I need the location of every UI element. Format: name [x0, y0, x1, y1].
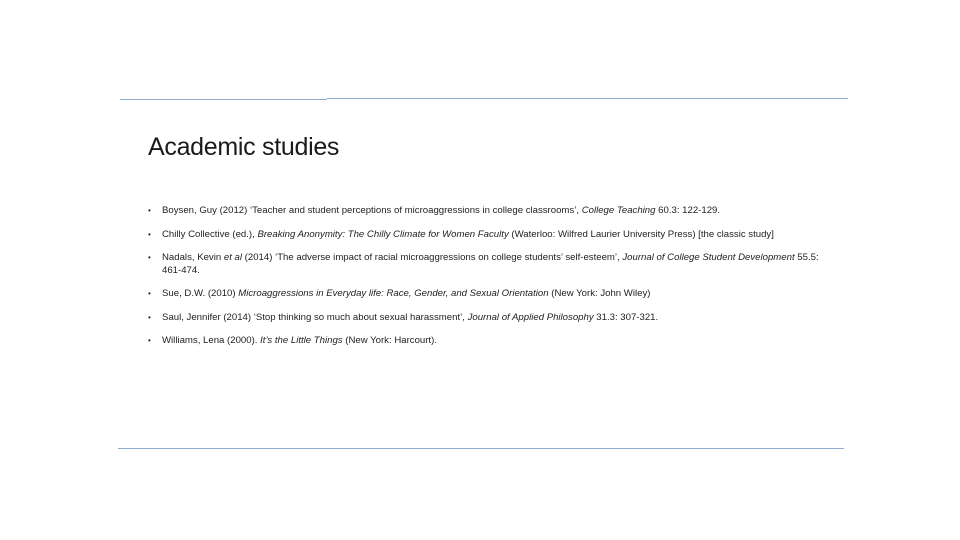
reference-title: It’s the Little Things — [260, 335, 343, 346]
reference-text: 55.5: 461-474. — [162, 252, 819, 276]
reference-text: (New York: Harcourt). — [342, 335, 437, 346]
top-divider-left — [120, 99, 327, 100]
slide-title: Academic studies — [148, 133, 340, 161]
bullet-icon: • — [148, 289, 151, 298]
reference-text: Nadals, Kevin — [162, 252, 224, 263]
reference-item — [148, 312, 828, 325]
bullet-icon: • — [148, 336, 151, 345]
reference-item — [148, 335, 828, 348]
reference-title: Journal of Applied Philosophy — [467, 311, 594, 323]
reference-text: (2014) ‘The adverse impact of racial microaggressions on college students’ self-esteem’, — [242, 252, 623, 263]
reference-item — [148, 205, 828, 218]
reference-title: Journal of College Student Development — [622, 252, 795, 263]
reference-text: (Waterloo: Wilfred Laurier University Press) [the classic study] — [508, 228, 774, 240]
reference-text: (New York: John Wiley) — [548, 288, 651, 299]
bullet-icon: • — [148, 312, 151, 322]
reference-text: Williams, Lena (2000). — [162, 335, 261, 346]
reference-item — [148, 229, 828, 242]
reference-item — [148, 288, 828, 301]
reference-item — [148, 252, 828, 277]
reference-title: College Teaching — [581, 205, 656, 216]
reference-list — [148, 205, 828, 359]
bottom-divider — [118, 448, 844, 449]
top-divider-right — [327, 98, 848, 99]
reference-text: 31.3: 307-321. — [593, 311, 659, 323]
bullet-icon: • — [148, 253, 151, 262]
reference-text: 60.3: 122-129. — [655, 205, 721, 216]
reference-text: Saul, Jennifer (2014) ‘Stop thinking so much about sexual harassment’, — [162, 311, 468, 323]
reference-text: Sue, D.W. (2010) — [162, 288, 239, 299]
bullet-icon: • — [148, 206, 151, 215]
reference-title: et al — [223, 252, 242, 263]
reference-title: Microaggressions in Everyday life: Race, Gender, and Sexual Orientation — [238, 288, 549, 299]
reference-title: Breaking Anonymity: The Chilly Climate for Women Faculty — [257, 228, 509, 240]
reference-text: Chilly Collective (ed.), — [162, 228, 258, 240]
reference-text: Boysen, Guy (2012) ‘Teacher and student perceptions of microaggressions in college classrooms’, — [162, 205, 582, 216]
bullet-icon: • — [148, 229, 151, 239]
